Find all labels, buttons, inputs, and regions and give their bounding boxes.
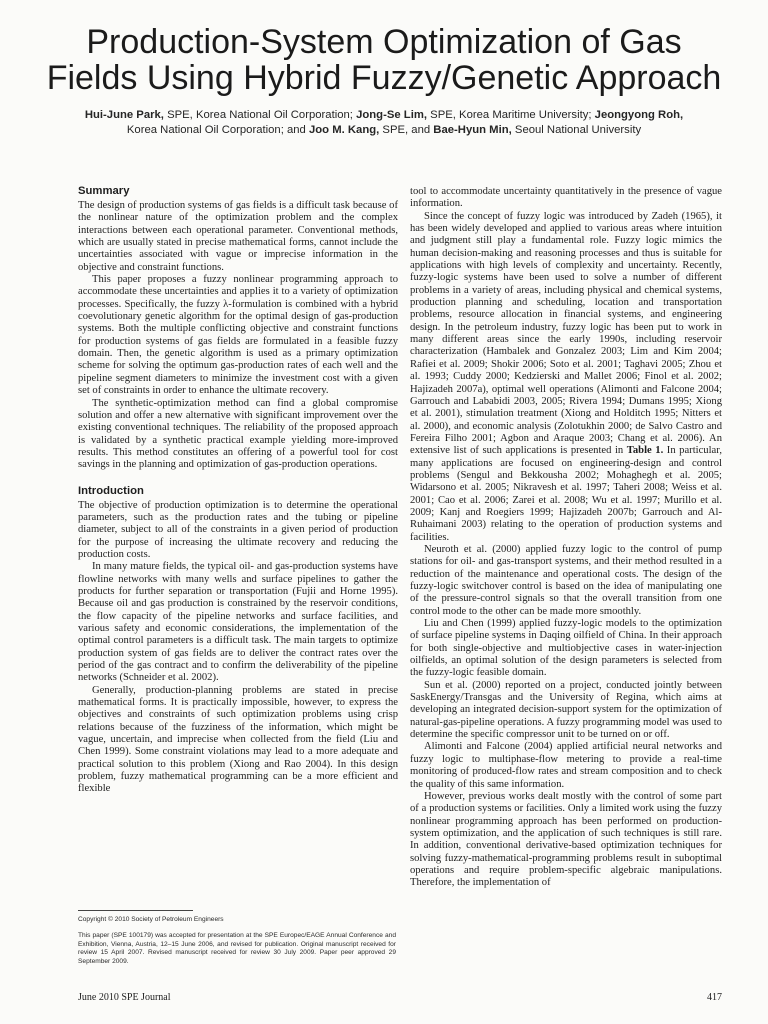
- body-paragraph: Liu and Chen (1999) applied fuzzy-logic models to the optimization of surface pipeline systems in Daqing oilfield of China. In their approach for both single-objective and multiobjective cases in water-injection oilfields, an optimal solution of the design parameters is selected from the fuzzy-logic feasible domain.: [410, 618, 722, 679]
- copyright-note: Copyright © 2010 Society of Petroleum Engineers: [78, 916, 224, 923]
- author-affiliation: Korea National Oil Corporation; and: [126, 124, 309, 136]
- summary-paragraph: The synthetic-optimization method can find a global compromise solution and offer a new alternative with significant improvement over the existing conventional techniques. The reliability of the proposed approach is validated by a synthetic practical example yielding more-improved results. This method constitutes an offering of a powerful tool for cost savings in the planning and optimization of gas-production operations.: [78, 397, 398, 471]
- paper-title: [40, 24, 728, 96]
- intro-paragraph: The objective of production optimization is to determine the operational parameters, such as the production rates and the tubing or pipeline diameter, subject to all of the constraints in a given period of production for the purpose of increasing the ultimate recovery and reducing the production costs.: [78, 499, 398, 560]
- body-paragraph: However, previous works dealt mostly with the control of some part of a production systems or facilities. Only a limited work using the fuzzy nonlinear programming approach has been performed on production-system optimization, and the application of such techniques is still rare. In addition, conventional derivative-based optimization techniques for solving fuzzy-mathematical-programming problems result in suboptimal operations and require problem-specific algebraic manipulations. Therefore, the implementation of: [410, 790, 722, 889]
- author-name: Jong-Se Lim,: [356, 109, 428, 121]
- author-affiliation: SPE, and: [379, 124, 434, 136]
- page-number: 417: [707, 992, 722, 1003]
- table-reference: Table 1.: [626, 445, 664, 457]
- author-name: Hui-June Park,: [84, 109, 164, 121]
- body-paragraph: Alimonti and Falcone (2004) applied artificial neural networks and fuzzy logic to multiphase-flow metering to provide a real-time monitoring of produced-flow rates and stream composition and to check the quality of this same information.: [410, 741, 722, 790]
- author-line-2: [40, 123, 728, 138]
- author-line-1: [40, 108, 728, 123]
- summary-paragraph: The design of production systems of gas fields is a difficult task because of the nonlinear nature of the optimization problem and the complex interactions between each operational parameter. Conventional methods, which are usually stated in precise mathematical forms, cannot include the uncertainties associated with vague or imprecise information in the objective and constraint functions.: [78, 200, 398, 273]
- summary-heading: Summary: [78, 185, 130, 197]
- author-affiliation: SPE, Korea Maritime University;: [427, 109, 595, 121]
- footnotes: [78, 916, 396, 974]
- summary-paragraph: This paper proposes a fuzzy nonlinear programming approach to accommodate these uncertainties and applies it to a variety of optimization processes. Specifically, the fuzzy λ-formulation is combined with a hybrid coevolutionary genetic algorithm for the optimal design of gas-production systems. Both the multiple conflicting objective and constraint functions for production systems of gas fields are formulated in a feasible fuzzy domain. Then, the genetic algorithm is used as a primary optimization scheme for solving the optimum gas-production rates of each well and the pipeline segment diameters to minimize the investment cost with a given set of constraints in order to enhance the ultimate recovery.: [78, 274, 398, 397]
- intro-paragraph: In many mature fields, the typical oil- and gas-production systems have flowline networks with many wells and surface pipelines to gather the products for further separation or transportation (Fujii and Horne 1995). Because oil and gas production is constrained by the reservoir conditions, the flow capacity of the pipeline networks and surface facilities, and various safety and economic considerations, the implementation of the optimal control parameters is a difficult task. The main targets to optimize production system of gas fields are to deliver the contract rates over the period of the gas contract and to confirm the deliverability of the pipeline networks (Schneider et al. 2002).: [78, 561, 398, 684]
- journal-footer: June 2010 SPE Journal: [78, 992, 171, 1003]
- author-name: Jeongyong Roh,: [594, 109, 684, 121]
- left-column: [78, 184, 398, 796]
- author-list: [40, 108, 728, 138]
- title-line-2: Fields Using Hybrid Fuzzy/Genetic Approach: [46, 59, 722, 97]
- body-paragraph: Neuroth et al. (2000) applied fuzzy logic to the control of pump stations for oil- and gas-transport systems, and their method resulted in a reduction of the maintenance and operational costs. The design of the fuzzy-logic switchover control is based on the idea of manipulating one of the pressure-control signals so that the overall transition from one control mode to the other can be made more smoothly.: [410, 543, 722, 617]
- author-name: Bae-Hyun Min,: [433, 124, 512, 136]
- body-text: Since the concept of fuzzy logic was introduced by Zadeh (1965), it has been widely developed and applied to various areas where intuition and judgment still play a fundamental role. Fuzzy logic mimics the human decision-making and reasoning processes and thus is suitable for applications with high levels of complexity and uncertainty. Recently, fuzzy-logic systems have been used to solve a number of different problems in a variety of areas, including physical and chemical systems, production planning and scheduling, location and transportation problems, resource allocation in financial systems, and engineering design. In the petroleum industry, fuzzy logic has been put to work in many different areas since the early 1990s, including reservoir characterization (Hambalek and Gonzalez 2003; Lim and Kim 2004; Rafiei et al. 2009; Shokir 2006; Soto et al. 2001; Taghavi 2005; Zhou et al. 1993; Cuddy 2000; Kedzierski and Mallet 2006; Finol et al. 2002; Hajizadeh 2007a), optimal well operations (Alimonti and Falcone 2004; Garrouch and Lababidi 2003, 2005; Rivera 1994; Dumans 1995; Xiong et al. 2001), stimulation treatment (Xiong and Holditch 1995; Nitters et al. 2000), and economic analysis (Zolotukhin 2000; de Salvo Castro and Fereira Filho 2001; Agbon and Araque 2003; Chang et al. 2006). An extensive list of such applications is presented in: [410, 210, 722, 457]
- right-column: [410, 186, 722, 890]
- author-name: Joo M. Kang,: [308, 124, 380, 136]
- body-paragraph: Sun et al. (2000) reported on a project, conducted jointly between SaskEnergy/Transgas and the University of Regina, which aims at developing an integrated decision-support system for the optimization of natural-gas-pipeline operations. A fuzzy programming model was used to determine the specific compressor unit to be turned on or off.: [410, 679, 722, 741]
- body-paragraph: [410, 211, 722, 544]
- introduction-heading: Introduction: [78, 484, 144, 497]
- body-paragraph: tool to accommodate uncertainty quantitatively in the presence of vague information.: [410, 186, 722, 210]
- footnote-divider: [78, 910, 193, 911]
- intro-paragraph: Generally, production-planning problems are stated in precise mathematical forms. It is practically impossible, however, to express the objectives and constraints of such optimization problems using crisp relations because of the fuzziness of the information, which might be vague, uncertain, and imprecise when collected from the field (Liu and Chen 1999). Some constraint violations may lead to a more adequate and practical solution to this problem (Xiong and Rao 2004). In this design problem, fuzzy mathematical programming can be a more efficient and flexible: [78, 684, 398, 795]
- author-affiliation: Seoul National University: [511, 124, 642, 136]
- manuscript-note: This paper (SPE 100179) was accepted for presentation at the SPE Europec/EAGE Annual Conference and Exhibition, Vienna, Austria, 12–15 June 2006, and revised for publication. Original manuscript received for review 15 April 2007. Revised manuscript received for review 30 July 2009. Paper peer approved 29 September 2009.: [78, 932, 396, 965]
- title-line-1: Production-System Optimization of Gas: [86, 23, 682, 61]
- author-affiliation: SPE, Korea National Oil Corporation;: [163, 109, 357, 121]
- body-text: In particular, many applications are focused on engineering-design and control problems (Sengul and Bekkousha 2002; Mohaghegh et al. 2005; Widarsono et al. 2005; Nikravesh et al. 1997; Taheri 2008; Weiss et al. 2001; Cao et al. 2006; Zarei et al. 2008; Wu et al. 1997; Murillo et al. 2009; Kanj and Roegiers 1999; Hajizadeh 2007b; Garrouch and Al-Ruhaimani 2003) relating to the operation of production systems and facilities.: [410, 445, 722, 543]
